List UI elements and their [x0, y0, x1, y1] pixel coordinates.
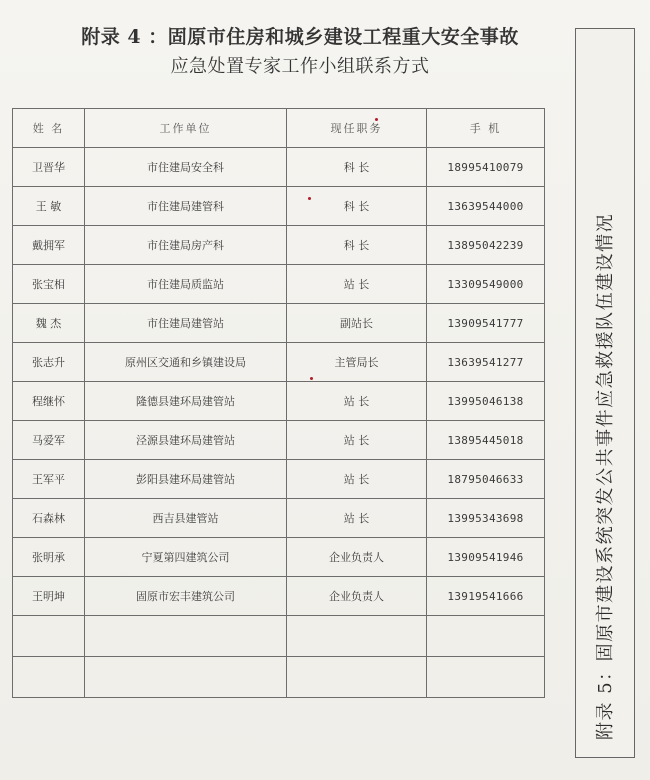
row-unit: 泾源县建环局建管站	[85, 421, 287, 460]
row-phone: 13909541777	[427, 304, 545, 343]
row-phone: 13309549000	[427, 265, 545, 304]
side-title: 附录 5：固原市建设系统突发公共事件应急救援队伍建设情况	[595, 212, 616, 740]
row-unit: 彭阳县建环局建管站	[85, 460, 287, 499]
red-speck	[375, 118, 378, 121]
column-header-phone: 手 机	[427, 109, 545, 148]
row-unit: 市住建局安全科	[85, 148, 287, 187]
row-phone: 13639544000	[427, 187, 545, 226]
title-line-2: 应急处置专家工作小组联系方式	[170, 56, 430, 77]
row-position: 站 长	[287, 460, 427, 499]
row-unit: 原州区交通和乡镇建设局	[85, 343, 287, 382]
title-line-1: 附录 4 ：固原市住房和城乡建设工程重大安全事故	[81, 26, 519, 48]
table-row	[13, 226, 545, 265]
row-phone: 13919541666	[427, 577, 545, 616]
row-name: 程继怀	[13, 382, 85, 421]
table-row	[13, 499, 545, 538]
row-name: 马爱军	[13, 421, 85, 460]
row-name: 张明承	[13, 538, 85, 577]
row-position: 科 长	[287, 226, 427, 265]
empty-cell	[287, 616, 427, 657]
row-position: 主管局长	[287, 343, 427, 382]
row-position: 企业负责人	[287, 577, 427, 616]
empty-row	[13, 657, 545, 698]
red-speck	[308, 197, 311, 200]
row-phone: 18795046633	[427, 460, 545, 499]
red-speck	[310, 377, 313, 380]
row-unit: 市住建局建管站	[85, 304, 287, 343]
document-title	[40, 22, 560, 82]
table-row	[13, 304, 545, 343]
row-position: 科 长	[287, 148, 427, 187]
table-body	[13, 148, 545, 698]
row-unit: 市住建局质监站	[85, 265, 287, 304]
table-row	[13, 187, 545, 226]
table-row	[13, 148, 545, 187]
row-phone: 13639541277	[427, 343, 545, 382]
table-row	[13, 265, 545, 304]
row-name: 张志升	[13, 343, 85, 382]
row-phone: 18995410079	[427, 148, 545, 187]
row-name: 戴拥军	[13, 226, 85, 265]
row-name: 石森林	[13, 499, 85, 538]
table-row	[13, 343, 545, 382]
empty-cell	[85, 616, 287, 657]
row-name: 魏 杰	[13, 304, 85, 343]
row-phone: 13995343698	[427, 499, 545, 538]
table-header-row	[13, 109, 545, 148]
row-position: 站 长	[287, 265, 427, 304]
empty-cell	[13, 616, 85, 657]
row-name: 王军平	[13, 460, 85, 499]
row-position: 站 长	[287, 382, 427, 421]
empty-cell	[427, 657, 545, 698]
table-row	[13, 460, 545, 499]
row-unit: 固原市宏丰建筑公司	[85, 577, 287, 616]
row-position: 企业负责人	[287, 538, 427, 577]
empty-row	[13, 616, 545, 657]
row-name: 王明坤	[13, 577, 85, 616]
row-phone: 13909541946	[427, 538, 545, 577]
table-row	[13, 421, 545, 460]
row-unit: 隆德县建环局建管站	[85, 382, 287, 421]
empty-cell	[13, 657, 85, 698]
column-header-name: 姓 名	[13, 109, 85, 148]
row-unit: 市住建局房产科	[85, 226, 287, 265]
row-phone: 13895042239	[427, 226, 545, 265]
row-position: 站 长	[287, 421, 427, 460]
row-name: 卫晋华	[13, 148, 85, 187]
empty-cell	[287, 657, 427, 698]
column-header-position: 现任职务	[287, 109, 427, 148]
row-unit: 西吉县建管站	[85, 499, 287, 538]
row-position: 站 长	[287, 499, 427, 538]
row-unit: 宁夏第四建筑公司	[85, 538, 287, 577]
table-row	[13, 538, 545, 577]
row-unit: 市住建局建管科	[85, 187, 287, 226]
row-position: 副站长	[287, 304, 427, 343]
empty-cell	[427, 616, 545, 657]
row-name: 王 敏	[13, 187, 85, 226]
row-phone: 13895445018	[427, 421, 545, 460]
row-position: 科 长	[287, 187, 427, 226]
contacts-table	[12, 108, 545, 698]
table-row	[13, 577, 545, 616]
row-phone: 13995046138	[427, 382, 545, 421]
row-name: 张宝相	[13, 265, 85, 304]
table-row	[13, 382, 545, 421]
empty-cell	[85, 657, 287, 698]
column-header-unit: 工作单位	[85, 109, 287, 148]
